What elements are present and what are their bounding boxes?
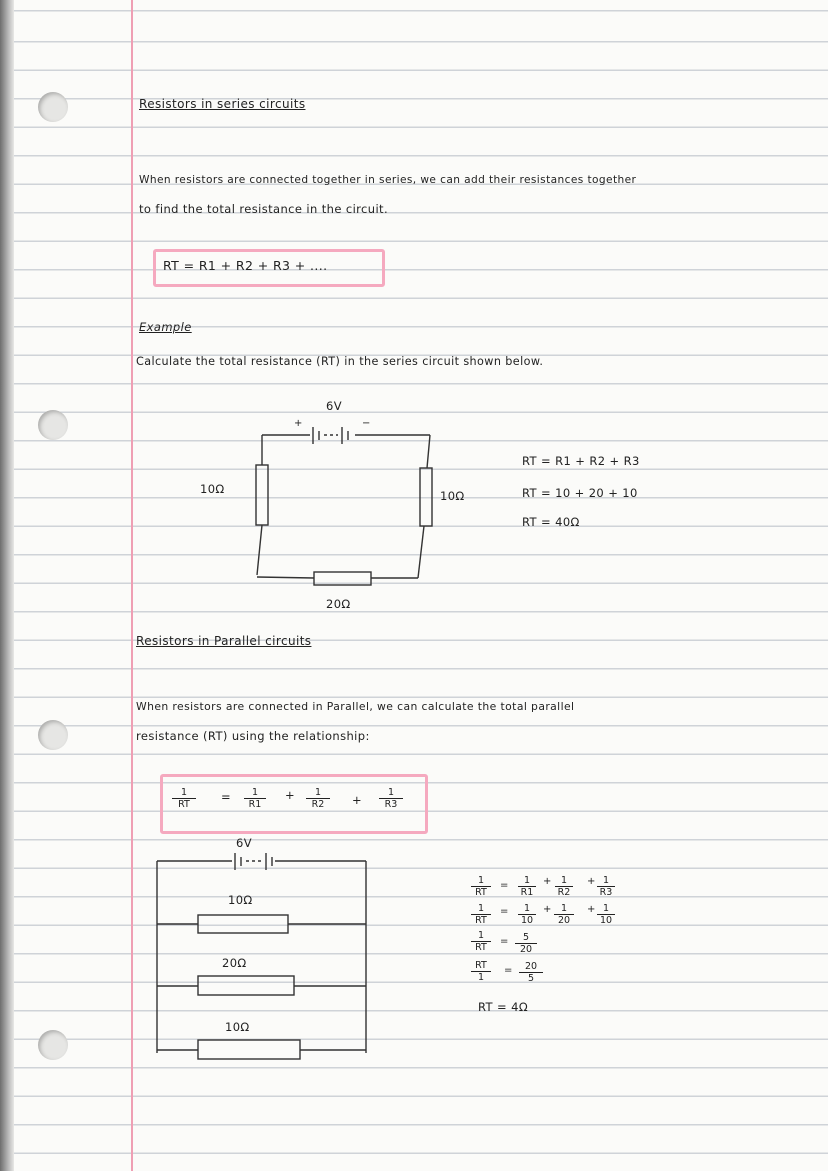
step3-fraction: $\frac{5}{20}$ <box>515 932 537 955</box>
step4-equals: = <box>504 965 513 976</box>
series-battery-label: 6V <box>326 399 342 413</box>
right-resistor-label: 10Ω <box>440 489 465 503</box>
parallel-r1-label: 10Ω <box>228 893 253 907</box>
series-working-line1: RT = R1 + R2 + R3 <box>522 454 640 468</box>
formula-1-over-rt: $\frac{1}{RT}$ <box>172 787 196 810</box>
formula-1-over-r3: $\frac{1}{R3}$ <box>379 787 403 810</box>
example-question: Calculate the total resistance (RT) in the series circuit shown below. <box>136 355 544 368</box>
step1-plus-2: + <box>587 876 596 887</box>
step3-equals: = <box>500 936 509 947</box>
step2-term-a: $\frac{1}{10}$ <box>518 903 536 926</box>
formula-1-over-r1: $\frac{1}{R1}$ <box>244 787 266 810</box>
step4-lhs: $\frac{RT}{1}$ <box>471 960 491 983</box>
step1-plus-1: + <box>543 876 552 887</box>
bottom-resistor-label: 20Ω <box>326 597 351 611</box>
parallel-battery-label: 6V <box>236 836 252 850</box>
parallel-intro-line1: When resistors are connected in Parallel, we can calculate the total parallel <box>136 700 575 713</box>
parallel-r3-label: 10Ω <box>225 1020 250 1034</box>
step2-term-c: $\frac{1}{10}$ <box>597 903 615 926</box>
step1-equals: = <box>500 880 509 891</box>
step1-term-a: $\frac{1}{R1}$ <box>518 875 536 898</box>
formula-1-over-r2: $\frac{1}{R2}$ <box>306 787 330 810</box>
step1-term-c: $\frac{1}{R3}$ <box>597 875 615 898</box>
parallel-result: RT = 4Ω <box>478 1000 529 1014</box>
step2-plus-2: + <box>587 904 596 915</box>
step1-lhs: $\frac{1}{RT}$ <box>471 875 491 898</box>
parallel-heading: Resistors in Parallel circuits <box>136 634 312 648</box>
step2-lhs: $\frac{1}{RT}$ <box>471 903 491 926</box>
step4-fraction: $\frac{20}{5}$ <box>519 961 543 984</box>
formula-equals: = <box>221 790 232 804</box>
battery-minus: − <box>362 418 371 429</box>
parallel-intro-line2: resistance (RT) using the relationship: <box>136 729 370 743</box>
step2-plus-1: + <box>543 904 552 915</box>
series-intro-line1: When resistors are connected together in series, we can add their resistances together <box>139 174 637 186</box>
battery-plus: + <box>294 418 303 429</box>
left-resistor-label: 10Ω <box>200 482 225 496</box>
series-intro-line2: to find the total resistance in the circuit. <box>139 202 389 216</box>
example-heading: Example <box>139 320 192 334</box>
step1-term-b: $\frac{1}{R2}$ <box>555 875 573 898</box>
series-formula: RT = R1 + R2 + R3 + .... <box>163 258 328 273</box>
formula-plus-2: + <box>352 793 363 807</box>
series-heading: Resistors in series circuits <box>139 97 306 111</box>
step2-term-b: $\frac{1}{20}$ <box>554 903 574 926</box>
formula-plus-1: + <box>285 788 296 802</box>
parallel-r2-label: 20Ω <box>222 956 247 970</box>
series-working-line3: RT = 40Ω <box>522 515 580 529</box>
step2-equals: = <box>500 906 509 917</box>
step3-lhs: $\frac{1}{RT}$ <box>471 930 491 953</box>
series-working-line2: RT = 10 + 20 + 10 <box>522 486 638 500</box>
